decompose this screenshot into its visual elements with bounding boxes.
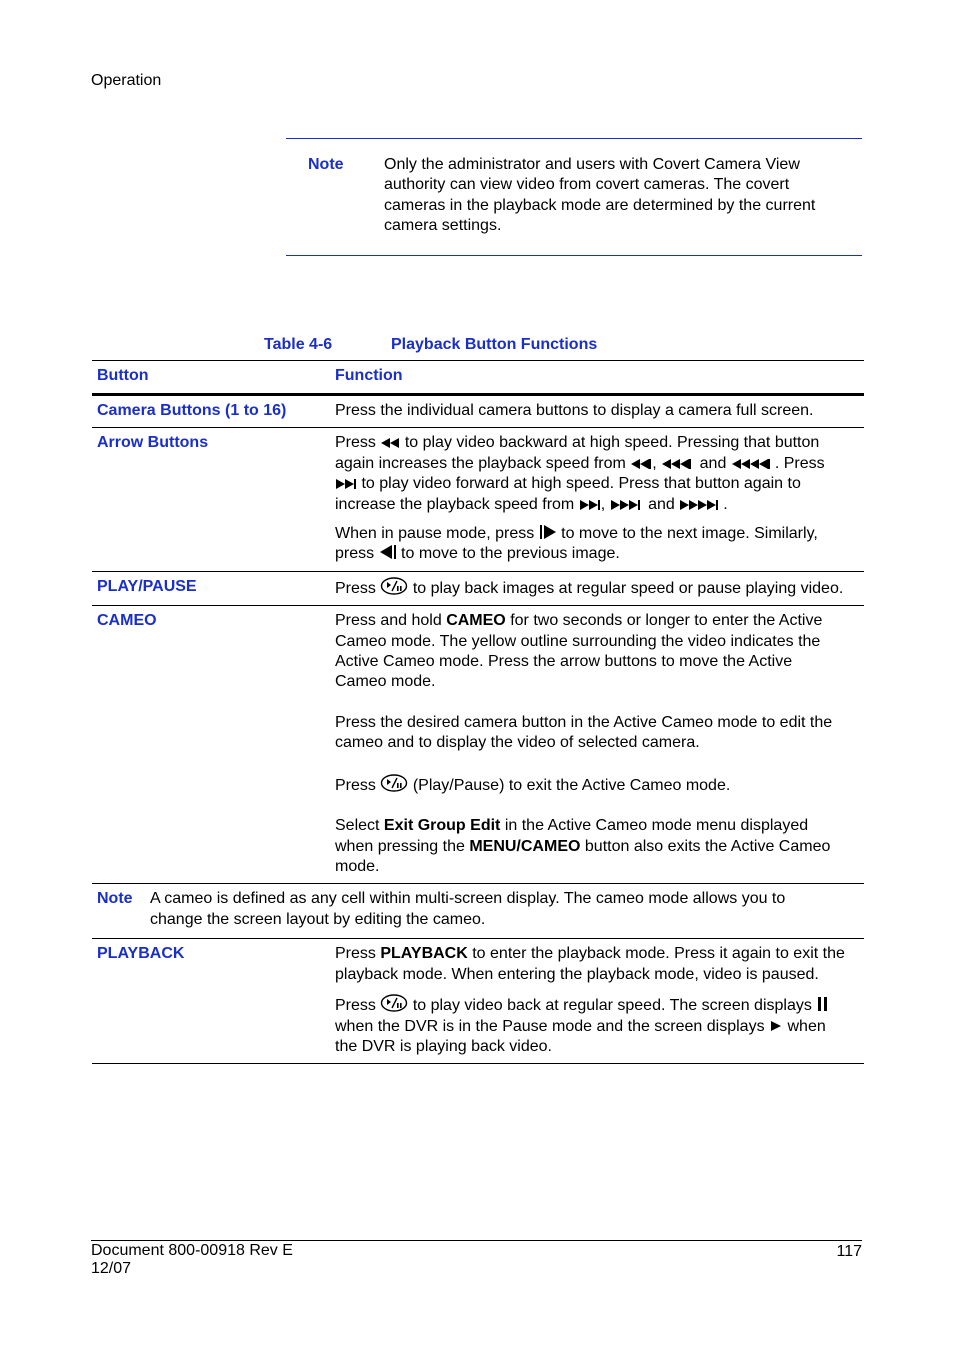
table-row-camera-buttons	[92, 396, 864, 428]
step-back-icon	[379, 544, 397, 560]
button-name: Arrow Buttons	[97, 434, 209, 452]
fast-forward-icon	[335, 478, 357, 490]
button-name: PLAYBACK	[97, 945, 185, 963]
rewind-4x-icon	[731, 458, 775, 470]
fast-forward-4x-icon	[679, 499, 723, 511]
function-text: Press PLAYBACK to enter the playback mode. Press it again to exit the playback mode. When entering the playback mode, video is paused.	[335, 945, 845, 983]
note-text: Only the administrator and users with Covert Camera View authority can view video from covert cameras. The covert cameras in the playback mode are determined by the current camera settings.	[384, 156, 816, 235]
table-row-arrow-buttons	[92, 428, 864, 571]
table-title: Playback Button Functions	[391, 336, 598, 353]
column-header-function: Function	[335, 367, 403, 384]
pause-icon	[816, 996, 830, 1012]
note-text: A cameo is defined as any cell within multi-screen display. The cameo mode allows you to change the screen layout by editing the cameo.	[150, 890, 786, 928]
button-name: CAMEO	[97, 612, 157, 630]
step-forward-icon	[539, 524, 557, 540]
rewind-3x-icon	[661, 458, 695, 470]
table-number: Table 4-6	[264, 336, 333, 353]
rewind-icon	[380, 437, 400, 449]
running-header: Operation	[91, 72, 162, 89]
table-row-cameo	[92, 606, 864, 884]
table-row-playback	[92, 939, 864, 1064]
page-number: 117	[836, 1243, 862, 1260]
button-name: PLAY/PAUSE	[97, 577, 197, 595]
page-footer	[91, 1240, 862, 1277]
function-text: When in pause mode, press to move to the next image. Similarly, press to move to the previous image.	[335, 525, 818, 563]
fast-forward-2x-icon	[579, 499, 601, 511]
function-text: Press (Play/Pause) to exit the Active Cameo mode.	[335, 774, 845, 796]
button-name: Camera Buttons (1 to 16)	[97, 402, 287, 419]
play-pause-icon	[380, 994, 408, 1012]
column-header-button: Button	[97, 367, 149, 384]
function-text: Press the individual camera buttons to display a camera full screen.	[335, 402, 814, 419]
play-icon	[769, 1019, 783, 1033]
function-text: Press to play back images at regular speed or pause playing video.	[335, 577, 845, 599]
note-label: Note	[97, 890, 133, 908]
note-box	[286, 138, 862, 256]
table-row-play-pause	[92, 572, 864, 606]
playback-button-table	[92, 360, 864, 1064]
fast-forward-3x-icon	[610, 499, 644, 511]
function-text: Press to play video backward at high speed. Pressing that button again increases the playback speed from , and . Press to play video forward at high speed. Press that button again to increase the playback speed from , and .	[335, 434, 825, 513]
table-header	[92, 360, 864, 396]
function-text: Press to play video back at regular speed. The screen displays when the DVR is in the Pause mode and the screen displays when the DVR is playing back video.	[335, 994, 845, 1057]
note-label: Note	[308, 156, 344, 173]
play-pause-icon	[380, 774, 408, 792]
function-text: Select Exit Group Edit in the Active Cameo mode menu displayed when pressing the MENU/CAMEO button also exits the Active Cameo mode.	[335, 817, 831, 875]
document-date: 12/07	[91, 1259, 132, 1277]
rewind-2x-icon	[630, 458, 652, 470]
function-text: Press and hold CAMEO for two seconds or longer to enter the Active Cameo mode. The yellow outline surrounding the video indicates the Active Cameo mode. Press the arrow buttons to move the Active Cameo mode.	[335, 612, 823, 691]
function-text: Press the desired camera button in the Active Cameo mode to edit the cameo and to display the video of selected camera.	[335, 713, 833, 752]
table-note-row	[92, 884, 864, 939]
table-caption	[264, 335, 598, 355]
document-number: Document 800-00918 Rev E	[91, 1242, 293, 1259]
play-pause-icon	[380, 577, 408, 595]
